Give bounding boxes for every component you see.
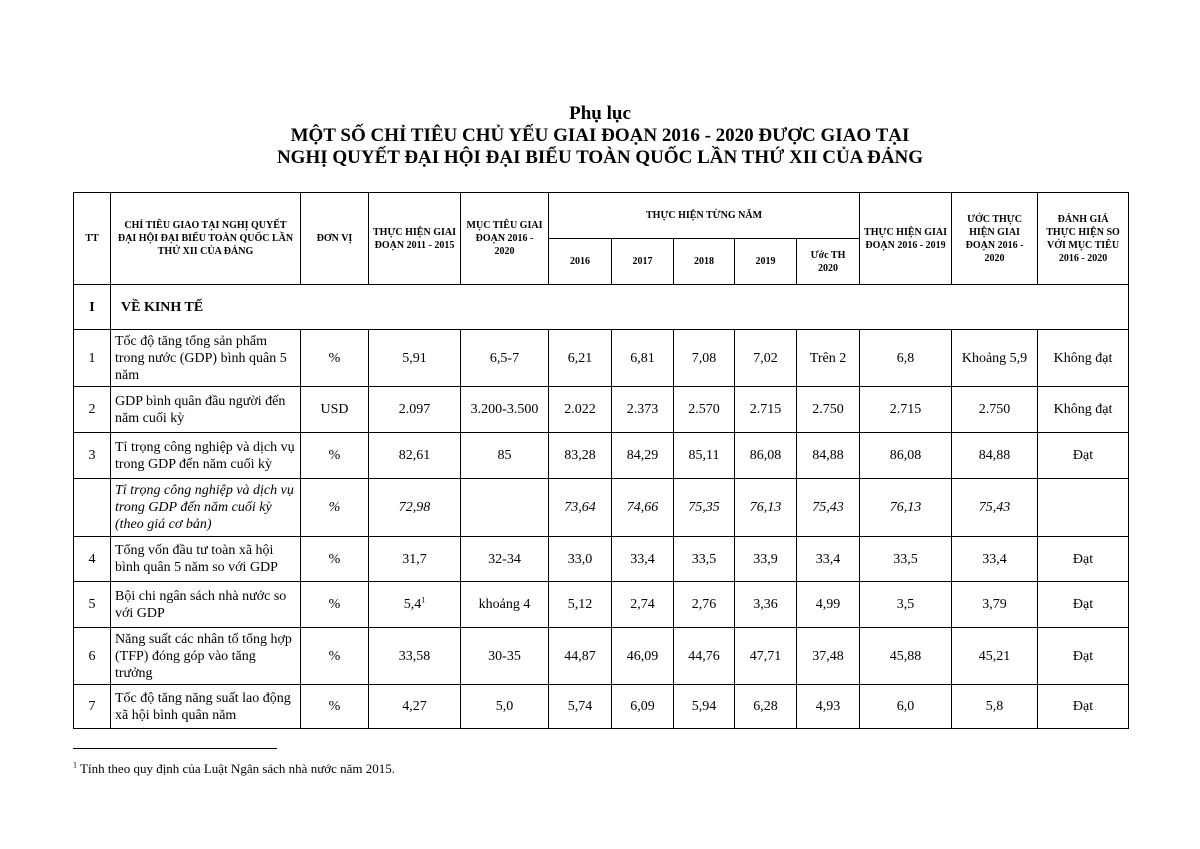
cell-2020: Trên 2 <box>797 330 860 387</box>
cell-2016: 5,74 <box>549 685 612 729</box>
header-year-2019: 2019 <box>735 239 797 285</box>
cell-unit: % <box>301 433 369 479</box>
cell-2020: 37,48 <box>797 628 860 685</box>
header-year-2017: 2017 <box>612 239 674 285</box>
cell-unit: % <box>301 330 369 387</box>
header-tt: TT <box>74 193 111 285</box>
cell-tt: 1 <box>74 330 111 387</box>
cell-indicator: Tổng vốn đầu tư toàn xã hội bình quân 5 năm so với GDP <box>111 537 301 582</box>
cell-2020: 84,88 <box>797 433 860 479</box>
cell-2017: 46,09 <box>612 628 674 685</box>
table-row <box>74 387 1129 433</box>
cell-indicator: Tỉ trọng công nghiệp và dịch vụ trong GDP đến năm cuối kỳ <box>111 433 301 479</box>
header-target-2016-2020: MỤC TIÊU GIAI ĐOẠN 2016 - 2020 <box>461 193 549 285</box>
cell-actual-2016-2019: 2.715 <box>860 387 952 433</box>
title-line-3: NGHỊ QUYẾT ĐẠI HỘI ĐẠI BIỂU TOÀN QUỐC LẦN THỨ XII CỦA ĐẢNG <box>276 147 924 168</box>
cell-estimate: 2.750 <box>952 387 1038 433</box>
cell-target: 85 <box>461 433 549 479</box>
cell-actual-2011-2015: 2.097 <box>369 387 461 433</box>
header-assessment: ĐÁNH GIÁ THỰC HIỆN SO VỚI MỤC TIÊU 2016 - 2020 <box>1038 193 1129 285</box>
cell-indicator: Tỉ trọng công nghiệp và dịch vụ trong GDP đến năm cuối kỳ (theo giá cơ bản) <box>111 479 301 537</box>
header-unit: ĐƠN VỊ <box>301 193 369 285</box>
cell-actual-2011-2015: 4,27 <box>369 685 461 729</box>
header-estimate-2016-2020: ƯỚC THỰC HIỆN GIAI ĐOẠN 2016 - 2020 <box>952 193 1038 285</box>
cell-2019: 2.715 <box>735 387 797 433</box>
cell-2020: 2.750 <box>797 387 860 433</box>
cell-estimate: 5,8 <box>952 685 1038 729</box>
cell-2017: 74,66 <box>612 479 674 537</box>
cell-actual-2016-2019: 6,0 <box>860 685 952 729</box>
cell-2018: 85,11 <box>674 433 735 479</box>
cell-estimate: 45,21 <box>952 628 1038 685</box>
table-row <box>74 433 1129 479</box>
cell-target: 3.200-3.500 <box>461 387 549 433</box>
cell-tt: 3 <box>74 433 111 479</box>
cell-unit: % <box>301 479 369 537</box>
cell-2019: 86,08 <box>735 433 797 479</box>
cell-2016: 6,21 <box>549 330 612 387</box>
table-row <box>74 479 1129 537</box>
cell-2018: 2,76 <box>674 582 735 628</box>
cell-indicator: Năng suất các nhân tố tổng hợp (TFP) đóng góp vào tăng trưởng <box>111 628 301 685</box>
cell-actual-2011-2015: 31,7 <box>369 537 461 582</box>
cell-actual-2011-2015: 33,58 <box>369 628 461 685</box>
page-title-block <box>0 103 1200 169</box>
table-row <box>74 330 1129 387</box>
cell-target <box>461 479 549 537</box>
cell-indicator: Tốc độ tăng tổng sản phẩm trong nước (GDP) bình quân 5 năm <box>111 330 301 387</box>
cell-actual-2016-2019: 86,08 <box>860 433 952 479</box>
cell-indicator: Bội chi ngân sách nhà nước so với GDP <box>111 582 301 628</box>
cell-tt: 4 <box>74 537 111 582</box>
section-number: I <box>74 285 111 330</box>
cell-2020: 75,43 <box>797 479 860 537</box>
cell-actual-2016-2019: 45,88 <box>860 628 952 685</box>
header-actual-2016-2019: THỰC HIỆN GIAI ĐOẠN 2016 - 2019 <box>860 193 952 285</box>
cell-indicator: Tốc độ tăng năng suất lao động xã hội bình quân năm <box>111 685 301 729</box>
cell-2018: 44,76 <box>674 628 735 685</box>
header-year-2016: 2016 <box>549 239 612 285</box>
cell-actual-2016-2019: 6,8 <box>860 330 952 387</box>
cell-assessment: Đạt <box>1038 433 1129 479</box>
cell-tt <box>74 479 111 537</box>
indicators-table <box>73 192 1129 729</box>
cell-2018: 5,94 <box>674 685 735 729</box>
footnote <box>73 761 395 777</box>
cell-tt: 5 <box>74 582 111 628</box>
cell-2016: 2.022 <box>549 387 612 433</box>
title-line-2: MỘT SỐ CHỈ TIÊU CHỦ YẾU GIAI ĐOẠN 2016 - 2020 ĐƯỢC GIAO TẠI <box>290 125 910 146</box>
cell-2019: 3,36 <box>735 582 797 628</box>
cell-assessment <box>1038 479 1129 537</box>
cell-actual-2011-2015: 72,98 <box>369 479 461 537</box>
header-year-2020: Ước TH 2020 <box>797 239 860 285</box>
cell-2017: 84,29 <box>612 433 674 479</box>
cell-2019: 33,9 <box>735 537 797 582</box>
cell-2018: 33,5 <box>674 537 735 582</box>
cell-unit: % <box>301 582 369 628</box>
cell-actual-2011-2015 <box>369 582 461 628</box>
cell-target: 5,0 <box>461 685 549 729</box>
cell-assessment: Đạt <box>1038 537 1129 582</box>
cell-2018: 75,35 <box>674 479 735 537</box>
header-yearly: THỰC HIỆN TỪNG NĂM <box>549 193 860 239</box>
cell-estimate: 84,88 <box>952 433 1038 479</box>
cell-tt: 2 <box>74 387 111 433</box>
cell-assessment: Đạt <box>1038 685 1129 729</box>
cell-2019: 6,28 <box>735 685 797 729</box>
footnote-divider <box>73 748 277 749</box>
cell-2016: 5,12 <box>549 582 612 628</box>
cell-unit: % <box>301 628 369 685</box>
appendix-title: Phụ lục <box>569 103 631 124</box>
cell-assessment: Không đạt <box>1038 387 1129 433</box>
section-label: VỀ KINH TẾ <box>111 285 1129 330</box>
header-indicator: CHỈ TIÊU GIAO TẠI NGHỊ QUYẾT ĐẠI HỘI ĐẠI BIỂU TOÀN QUỐC LẦN THỨ XII CỦA ĐẢNG <box>111 193 301 285</box>
cell-2019: 47,71 <box>735 628 797 685</box>
header-year-2018: 2018 <box>674 239 735 285</box>
cell-actual-2016-2019: 33,5 <box>860 537 952 582</box>
cell-2017: 2,74 <box>612 582 674 628</box>
cell-estimate: 75,43 <box>952 479 1038 537</box>
cell-actual-2016-2019: 76,13 <box>860 479 952 537</box>
table-row <box>74 582 1129 628</box>
section-row <box>74 285 1129 330</box>
cell-2020: 4,99 <box>797 582 860 628</box>
cell-2018: 2.570 <box>674 387 735 433</box>
cell-tt: 7 <box>74 685 111 729</box>
cell-target: khoảng 4 <box>461 582 549 628</box>
cell-indicator: GDP bình quân đầu người đến năm cuối kỳ <box>111 387 301 433</box>
cell-2018: 7,08 <box>674 330 735 387</box>
cell-2016: 83,28 <box>549 433 612 479</box>
cell-2016: 33,0 <box>549 537 612 582</box>
cell-estimate: Khoảng 5,9 <box>952 330 1038 387</box>
cell-value: 5,4 <box>403 597 422 612</box>
table-row <box>74 628 1129 685</box>
cell-tt: 6 <box>74 628 111 685</box>
cell-actual-2011-2015: 82,61 <box>369 433 461 479</box>
cell-actual-2011-2015: 5,91 <box>369 330 461 387</box>
cell-2017: 33,4 <box>612 537 674 582</box>
cell-2017: 2.373 <box>612 387 674 433</box>
footnote-text: Tính theo quy định của Luật Ngân sách nhà nước năm 2015. <box>77 761 396 776</box>
cell-2016: 73,64 <box>549 479 612 537</box>
cell-unit: % <box>301 537 369 582</box>
cell-2020: 4,93 <box>797 685 860 729</box>
cell-estimate: 3,79 <box>952 582 1038 628</box>
cell-assessment: Không đạt <box>1038 330 1129 387</box>
cell-target: 6,5-7 <box>461 330 549 387</box>
cell-unit: % <box>301 685 369 729</box>
cell-2016: 44,87 <box>549 628 612 685</box>
cell-assessment: Đạt <box>1038 628 1129 685</box>
header-actual-2011-2015: THỰC HIỆN GIAI ĐOẠN 2011 - 2015 <box>369 193 461 285</box>
cell-estimate: 33,4 <box>952 537 1038 582</box>
table-row <box>74 537 1129 582</box>
table-row <box>74 685 1129 729</box>
cell-actual-2016-2019: 3,5 <box>860 582 952 628</box>
cell-unit: USD <box>301 387 369 433</box>
cell-target: 32-34 <box>461 537 549 582</box>
cell-2019: 76,13 <box>735 479 797 537</box>
cell-assessment: Đạt <box>1038 582 1129 628</box>
cell-2017: 6,09 <box>612 685 674 729</box>
footnote-mark: 1 <box>73 760 77 770</box>
cell-target: 30-35 <box>461 628 549 685</box>
cell-2019: 7,02 <box>735 330 797 387</box>
footnote-ref: 1 <box>421 595 426 605</box>
cell-2017: 6,81 <box>612 330 674 387</box>
cell-2020: 33,4 <box>797 537 860 582</box>
